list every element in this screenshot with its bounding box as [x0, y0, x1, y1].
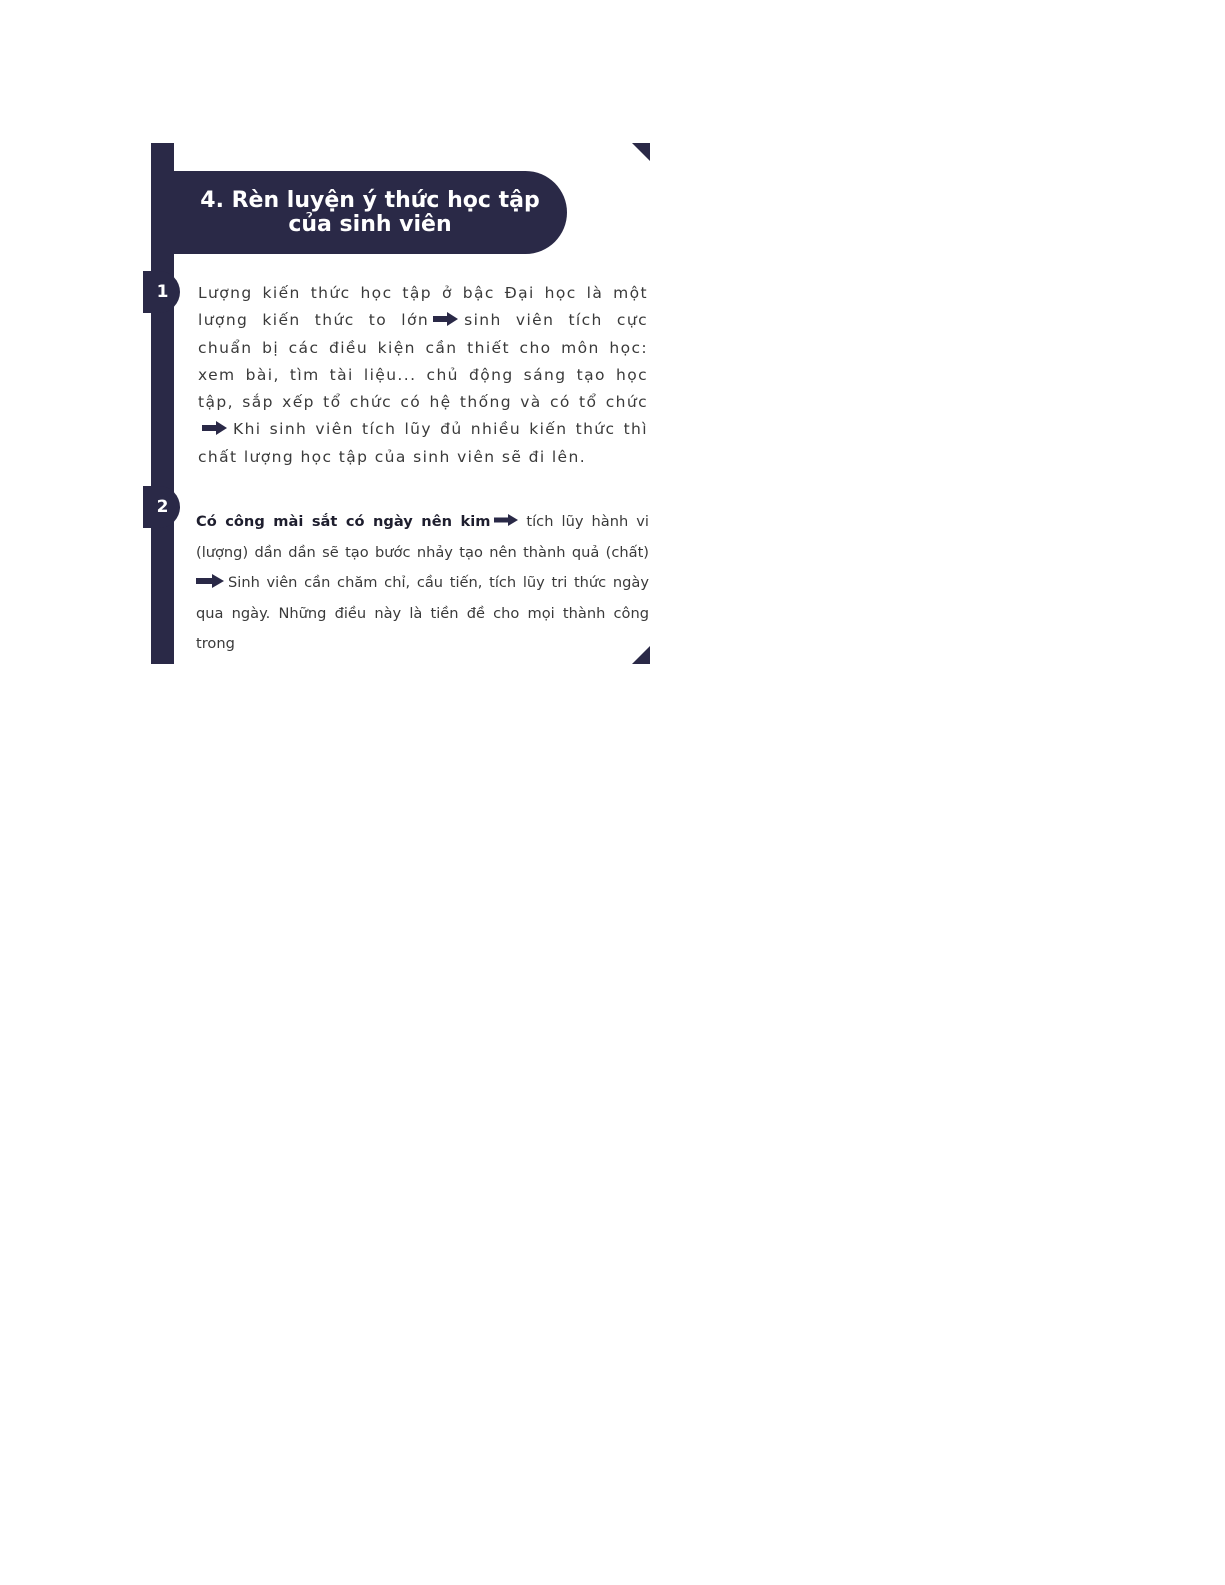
arrow-right-icon [202, 421, 227, 435]
item-number-badge: 1 [143, 271, 180, 313]
arrow-right-icon [494, 514, 518, 526]
slide-card [151, 143, 650, 664]
item-2-lead: Có công mài sắt có ngày nên kim [196, 513, 491, 530]
item-1-text: sinh viên tích cực chuẩn bị các điều kiện cần thiết cho môn học: xem bài, tìm tài liệu... chủ động sáng tạo học tập, sắp xếp tổ chức có hệ thống và có tổ chức [198, 311, 648, 412]
corner-triangle-top-right [632, 143, 650, 161]
item-1-text: Lượng kiến thức học tập ở bậc Đại học là một lượng kiến thức to lớn [198, 284, 648, 330]
item-2-paragraph [196, 507, 649, 660]
item-number-badge: 2 [143, 486, 180, 528]
item-2-text: tích lũy hành vi (lượng) dần dần sẽ tạo bước nhảy tạo nên thành quả (chất) [196, 513, 649, 561]
arrow-right-icon [433, 312, 458, 326]
item-1-text: Khi sinh viên tích lũy đủ nhiều kiến thức thì chất lượng học tập của sinh viên sẽ đi lên. [198, 420, 648, 466]
title-banner [151, 171, 567, 254]
item-1-paragraph [198, 280, 648, 471]
slide-title: 4. Rèn luyện ý thức học tập của sinh viên [200, 187, 540, 237]
item-2-text: Sinh viên cần chăm chỉ, cầu tiến, tích lũy tri thức ngày qua ngày. Những điều này là tiền đề cho mọi thành công trong [196, 574, 649, 652]
arrow-right-icon [196, 574, 224, 588]
